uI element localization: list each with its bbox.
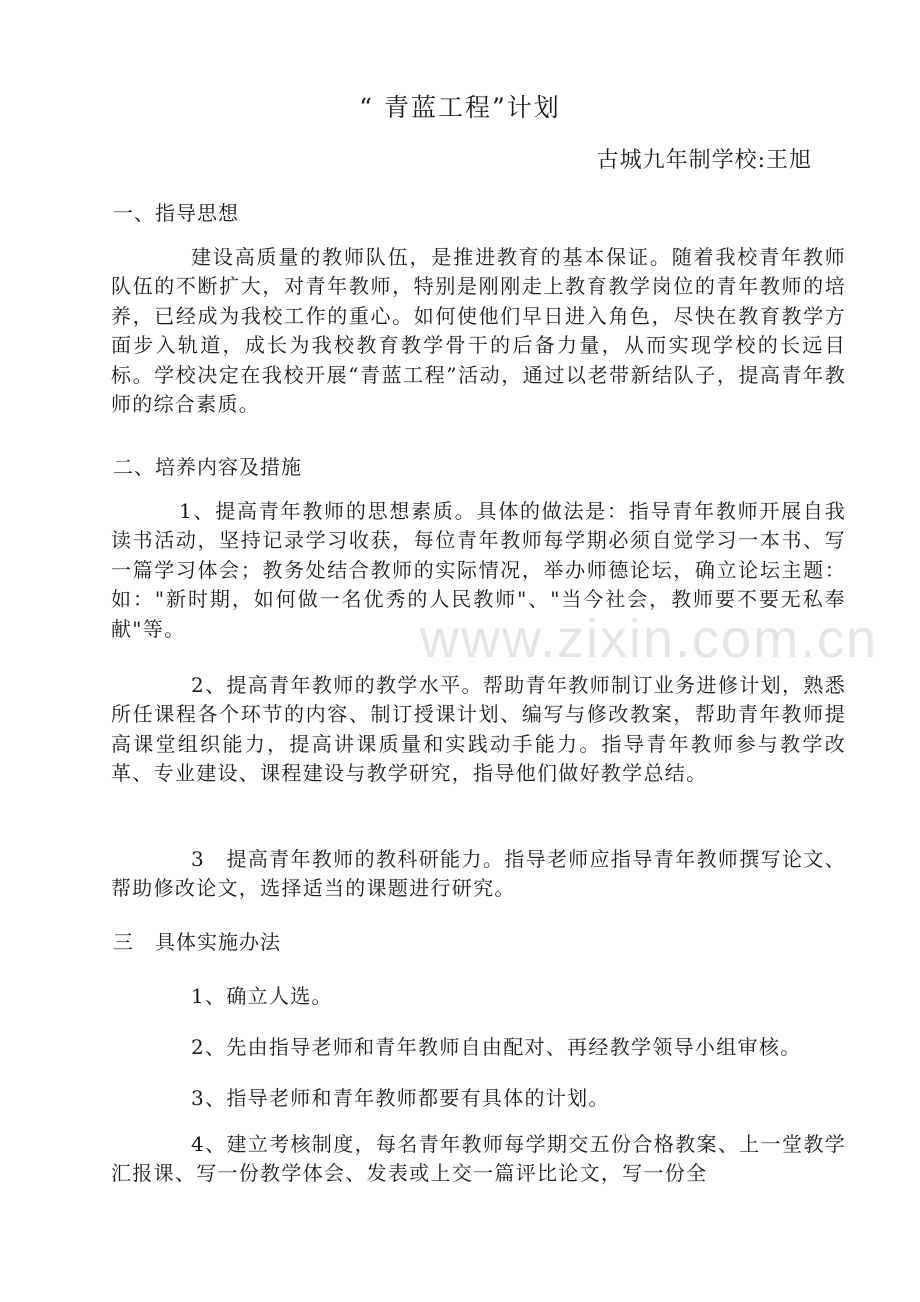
section-heading-guiding-ideology: 一、指导思想 <box>113 201 239 225</box>
document-title: “ 青蓝工程”计划 <box>359 93 561 122</box>
section-heading-training-content: 二、培养内容及措施 <box>113 455 302 479</box>
list-item: 1、确立人选。 <box>191 984 333 1008</box>
list-item: 3、指导老师和青年教师都要有具体的计划。 <box>191 1086 610 1110</box>
document-author: 古城九年制学校:王旭 <box>596 148 812 173</box>
list-item: 2、先由指导老师和青年教师自由配对、再经教学领导小组审核。 <box>191 1035 802 1059</box>
paragraph-teaching-level: 2、提高青年教师的教学水平。帮助青年教师制订业务进修计划，熟悉所任课程各个环节的内容、制订授课计划、编写与修改教案，帮助青年教师提高课堂组织能力，提高讲课质量和实践动手能力。指导青年教师参与教学改革、专业建设、课程建设与教学研究，指导他们做好教学总结。 <box>111 673 846 786</box>
paragraph-assessment: 4、建立考核制度，每名青年教师每学期交五份合格教案、上一堂教学汇报课、写一份教学体会、发表或上交一篇评比论文，写一份全 <box>111 1132 846 1186</box>
watermark: www.zixin.com.cn <box>420 609 879 669</box>
section-heading-implementation: 三 具体实施办法 <box>113 930 281 954</box>
paragraph-research-ability: 3 提高青年教师的教科研能力。指导老师应指导青年教师撰写论文、帮助修改论文，选择适当的课题进行研究。 <box>111 847 846 901</box>
paragraph-guiding-ideology: 建设高质量的教师队伍，是推进教育的基本保证。随着我校青年教师队伍的不断扩大，对青年教师，特别是刚刚走上教育教学岗位的青年教师的培养，已经成为我校工作的重心。如何使他们早日进入角色，尽快在教育教学方面步入轨道，成长为我校教育教学骨干的后备力量，从而实现学校的长远目标。学校决定在我校开展“青蓝工程”活动，通过以老带新结队子，提高青年教师的综合素质。 <box>111 245 846 417</box>
paragraph-ideological-quality: 1、提高青年教师的思想素质。具体的做法是：指导青年教师开展自我读书活动，坚持记录学习收获，每位青年教师每学期必须自觉学习一本书、写一篇学习体会；教务处结合教师的实际情况，举办师德论坛，确立论坛主题：如："新时期，如何做一名优秀的人民教师"、"当今社会，教师要不要无私奉献"等。 <box>111 499 846 641</box>
